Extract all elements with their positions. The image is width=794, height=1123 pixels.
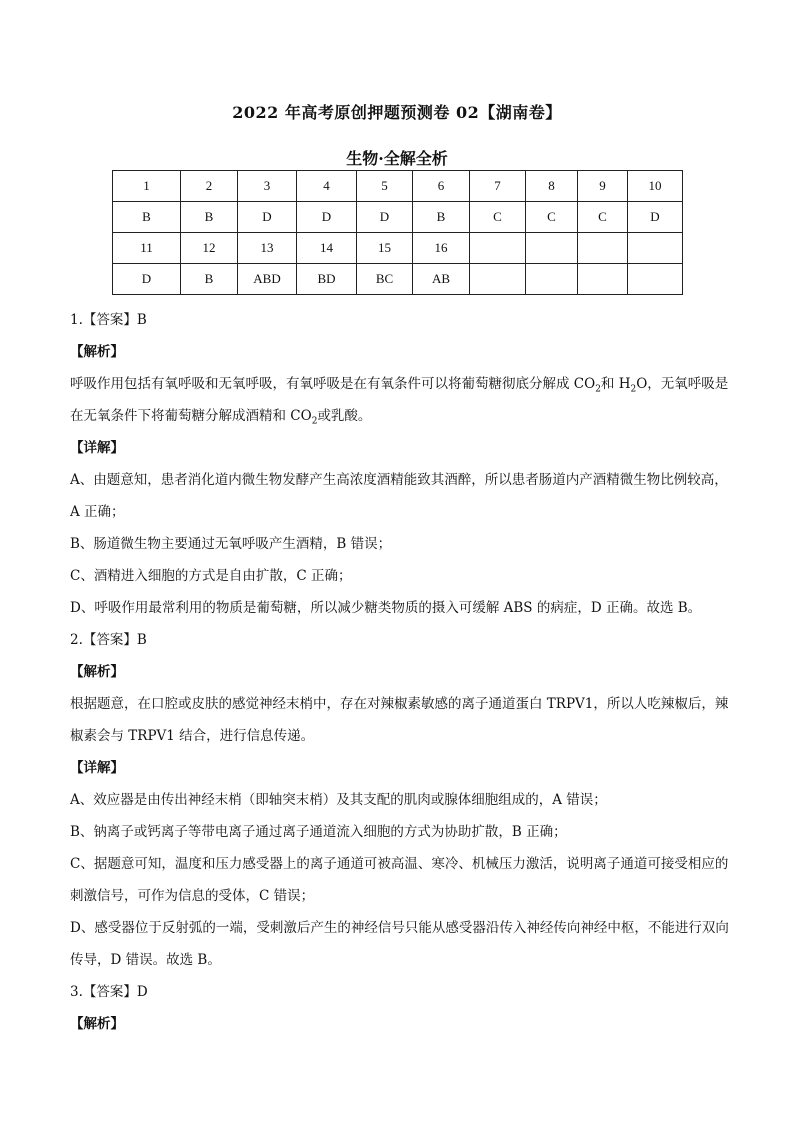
- answer-table: [112, 170, 683, 295]
- q2-detail-a: A、效应器是由传出神经末梢（即轴突末梢）及其支配的肌肉或腺体细胞组成的，A 错误；: [70, 792, 607, 808]
- table-cell: [628, 264, 683, 295]
- table-cell: [526, 233, 578, 264]
- table-row: [113, 202, 683, 233]
- subscript: 2: [630, 384, 637, 395]
- table-cell: BC: [357, 264, 413, 295]
- q1-detail-a: A、由题意知，患者消化道内微生物发酵产生高浓度酒精能致其酒醉，所以患者肠道内产酒精微生物比例较高，A 正确；: [70, 472, 728, 520]
- q1-detail-c: C、酒精进入细胞的方式是自由扩散，C 正确；: [70, 568, 352, 584]
- subscript: 2: [311, 416, 318, 427]
- table-cell: 14: [297, 233, 357, 264]
- table-cell: 8: [526, 171, 578, 202]
- table-cell: 12: [181, 233, 238, 264]
- q1-analysis-part: 或乳酸。: [317, 408, 372, 424]
- q1-answer: 1.【答案】B: [70, 312, 147, 328]
- table-cell: C: [470, 202, 526, 233]
- q1-analysis-part: 呼吸作用包括有氧呼吸和无氧呼吸，有氧呼吸是在有氧条件可以将葡萄糖彻底分解成 CO: [70, 376, 596, 392]
- table-cell: B: [113, 202, 181, 233]
- table-cell: C: [578, 202, 628, 233]
- table-cell: [526, 264, 578, 295]
- solutions-body: [70, 304, 730, 1040]
- table-cell: B: [181, 202, 238, 233]
- table-cell: B: [181, 264, 238, 295]
- table-cell: 5: [357, 171, 413, 202]
- q2-analysis-label: 【解析】: [70, 664, 124, 680]
- table-cell: ABD: [238, 264, 297, 295]
- table-cell: D: [357, 202, 413, 233]
- table-cell: 15: [357, 233, 413, 264]
- table-cell: BD: [297, 264, 357, 295]
- table-cell: 11: [113, 233, 181, 264]
- table-cell: 9: [578, 171, 628, 202]
- table-cell: D: [297, 202, 357, 233]
- table-row: [113, 233, 683, 264]
- q1-analysis-label: 【解析】: [70, 344, 124, 360]
- table-cell: [628, 233, 683, 264]
- q1-detail-b: B、肠道微生物主要通过无氧呼吸产生酒精，B 错误；: [70, 536, 392, 552]
- table-row: [113, 171, 683, 202]
- table-cell: [470, 264, 526, 295]
- table-cell: [470, 233, 526, 264]
- table-cell: 6: [413, 171, 470, 202]
- q2-detail-d: D、感受器位于反射弧的一端，受刺激后产生的神经信号只能从感受器沿传入神经传向神经中枢，不能进行双向传导，D 错误。故选 B。: [70, 920, 729, 968]
- table-cell: D: [113, 264, 181, 295]
- document-subtitle: 生物·全解全析: [346, 149, 448, 168]
- q1-analysis-part: O，无氧呼吸是在无氧条件下将葡萄糖分解成酒精和 CO: [70, 376, 729, 424]
- table-cell: 1: [113, 171, 181, 202]
- q1-detail-d: D、呼吸作用最常利用的物质是葡萄糖，所以减少糖类物质的摄入可缓解 ABS 的病症，D 正确。故选 B。: [70, 600, 702, 616]
- q2-analysis-text: 根据题意，在口腔或皮肤的感觉神经末梢中，存在对辣椒素敏感的离子通道蛋白 TRPV1，所以人吃辣椒后，辣椒素会与 TRPV1 结合，进行信息传递。: [70, 696, 729, 744]
- table-cell: 13: [238, 233, 297, 264]
- q1-analysis-text: [70, 368, 730, 432]
- table-cell: B: [413, 202, 470, 233]
- q2-detail-b: B、钠离子或钙离子等带电离子通过离子通道流入细胞的方式为协助扩散，B 正确；: [70, 824, 567, 840]
- table-row: [113, 264, 683, 295]
- table-cell: AB: [413, 264, 470, 295]
- q2-detail-c: C、据题意可知，温度和压力感受器上的离子通道可被高温、寒冷、机械压力激活，说明离子通道可接受相应的刺激信号，可作为信息的受体，C 错误；: [70, 856, 729, 904]
- table-cell: D: [238, 202, 297, 233]
- q1-analysis-part: 和 H: [600, 376, 631, 392]
- q1-detail-label: 【详解】: [70, 440, 124, 456]
- q2-detail-label: 【详解】: [70, 760, 124, 776]
- q2-answer: 2.【答案】B: [70, 632, 147, 648]
- answer-table-body: [113, 171, 683, 295]
- table-cell: 7: [470, 171, 526, 202]
- table-cell: 3: [238, 171, 297, 202]
- table-cell: 2: [181, 171, 238, 202]
- table-cell: [578, 264, 628, 295]
- q3-answer: 3.【答案】D: [70, 984, 148, 1000]
- table-cell: C: [526, 202, 578, 233]
- table-cell: 10: [628, 171, 683, 202]
- subscript: 2: [595, 384, 601, 395]
- document-title: 2022 年高考原创押题预测卷 02【湖南卷】: [232, 103, 562, 122]
- q3-analysis-label: 【解析】: [70, 1016, 124, 1032]
- table-cell: [578, 233, 628, 264]
- table-cell: D: [628, 202, 683, 233]
- table-cell: 4: [297, 171, 357, 202]
- table-cell: 16: [413, 233, 470, 264]
